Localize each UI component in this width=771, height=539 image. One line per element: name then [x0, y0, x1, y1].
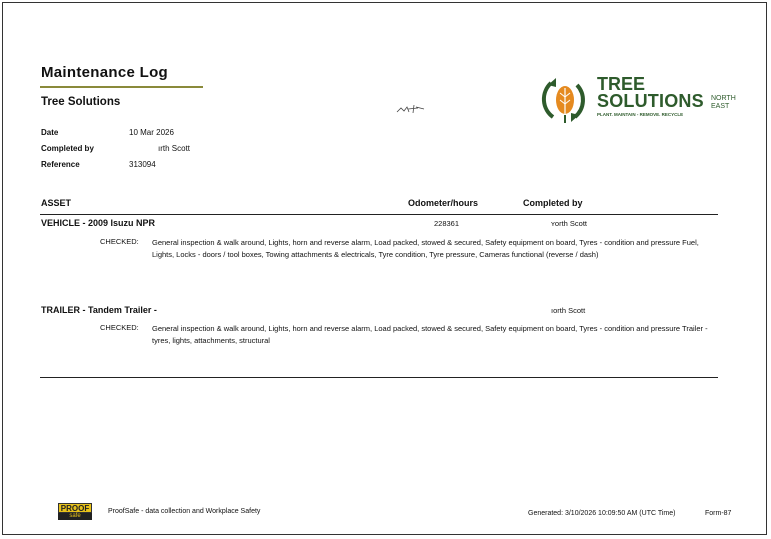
reference-label: Reference [41, 160, 80, 169]
badge-bottom: safe [58, 513, 92, 520]
checked-label: CHECKED: [100, 237, 139, 246]
completed-by-value: ırth Scott [158, 144, 191, 153]
header-divider [40, 214, 718, 215]
odometer-value: 228361 [434, 219, 460, 228]
page-title: Maintenance Log [41, 64, 169, 81]
completed-by-cell: ıorth Scott [551, 306, 586, 315]
asset-name: TRAILER - Tandem Trailer - [41, 305, 157, 315]
tree-solutions-logo [541, 73, 741, 125]
logo-line1: TREE [597, 74, 646, 94]
generated-timestamp: Generated: 3/10/2026 10:09:50 AM (UTC Time) [528, 510, 676, 517]
logo-region-top: NORTH [711, 95, 736, 102]
table-end-divider [40, 377, 718, 378]
logo-region-bottom: EAST [711, 103, 730, 110]
header-asset: ASSET [41, 198, 72, 208]
footer-tagline: ProofSafe - data collection and Workplace Safety [108, 508, 261, 515]
header-odometer: Odometer/hours [408, 198, 479, 208]
checked-items: General inspection & walk around, Lights, horn and reverse alarm, Load packed, stowed & secured, Safety equipment on board, Tyres - condition and pressure Fuel, Lights, Locks - doors / tool boxes, Towing attachments & electricals, Tyre condition, Tyre pressure, Cameras functional (reverse / dash) [152, 238, 699, 259]
proofsafe-badge [58, 503, 92, 520]
header-completed-by: Completed by [523, 198, 583, 208]
badge-top: PROOF [58, 503, 92, 513]
form-number: Form-87 [705, 510, 732, 517]
date-label: Date [41, 128, 59, 137]
logo-line2: SOLUTIONS [597, 91, 704, 111]
completed-by-cell: ʏorth Scott [551, 219, 587, 228]
completed-by-label: Completed by [41, 144, 94, 153]
logo-tagline: PLANT. MAINTAIN - REMOVE. RECYCLE [597, 112, 684, 117]
reference-value: 313094 [129, 160, 156, 169]
checked-items: General inspection & walk around, Lights, horn and reverse alarm, Load packed, stowed & secured, Safety equipment on board, Tyres - condition and pressure Trailer - tyres, lights, attachments, structural [152, 324, 708, 345]
asset-name: VEHICLE - 2009 Isuzu NPR [41, 218, 156, 228]
signature-mark [396, 103, 426, 115]
checked-label: CHECKED: [100, 323, 139, 332]
title-underline [40, 86, 203, 88]
company-name: Tree Solutions [41, 96, 121, 108]
date-value: 10 Mar 2026 [129, 128, 174, 137]
